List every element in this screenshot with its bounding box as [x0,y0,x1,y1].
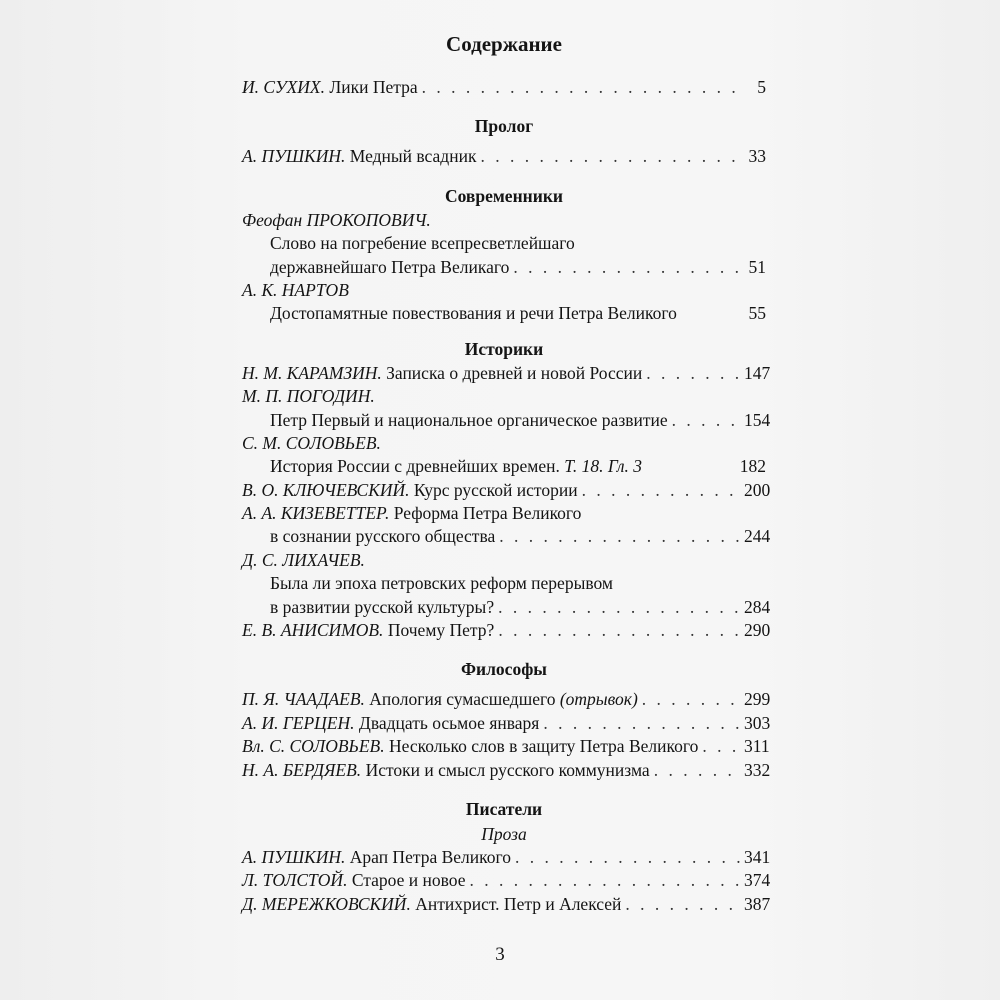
toc-entry-merezhkovsky [242,893,771,916]
entry-page: 284 [744,596,771,617]
entry-title: Почему Петр? [387,620,495,641]
toc-author-soloviev [242,432,766,455]
entry-title: Курс русской истории [413,479,578,500]
entry-author: Н. М. КАРАМЗИН. [242,362,382,383]
toc-entry-pushkin-arap [242,846,771,869]
entry-author: А. К. НАРТОВ [242,279,349,300]
entry-page: 311 [744,736,770,757]
dot-leader [672,409,740,432]
section-heading-prolog: Пролог [474,116,534,137]
entry-page: 341 [744,846,771,867]
toc-author-pogodin [242,385,766,408]
entry-page: 332 [744,759,771,780]
entry-page: 182 [739,456,766,477]
entry-title-volume: Т. 18. Гл. 3 [564,456,643,477]
entry-title: в развитии русской культуры? [270,596,495,617]
dot-leader [582,479,740,502]
dot-leader [515,846,740,869]
entry-author: П. Я. ЧААДАЕВ. [242,689,365,710]
entry-page: 55 [748,303,766,324]
entry-author: И. СУХИХ. [242,77,325,97]
toc-entry-nartov [242,302,766,325]
entry-author: Д. МЕРЕЖКОВСКИЙ. [242,893,411,914]
entry-title: Антихрист. Петр и Алексей [415,893,622,914]
entry-author: А. ПУШКИН. [242,146,346,167]
dot-leader [498,619,740,642]
entry-page: 147 [744,362,771,383]
entry-page: 244 [744,526,771,547]
entry-author: В. О. КЛЮЧЕВСКИЙ. [242,479,410,500]
toc-entry-pogodin [242,409,771,432]
section-heading-philosophers: Философы [461,659,547,680]
entry-title: Истоки и смысл русского коммунизма [365,759,650,780]
entry-author: Феофан ПРОКОПОВИЧ. [242,209,431,230]
toc-entry-kizevetter-line2 [242,525,771,548]
entry-author: А. А. КИЗЕВЕТТЕР. [242,503,390,524]
toc-entry-herzen [242,712,771,735]
page-title: Содержание [446,32,562,56]
toc-entry-soloviev [242,455,766,478]
entry-title: Реформа Петра Великого [393,503,582,524]
entry-page: 290 [744,620,771,641]
dot-leader [642,688,740,711]
toc-entry-prokopovich-line1 [242,232,766,255]
page-number: 3 [495,944,505,965]
toc-entry-karamzin [242,362,771,385]
entry-title: Медный всадник [349,146,477,167]
entry-title: Достопамятные повествования и речи Петра Великого [270,303,677,324]
entry-author: Н. А. БЕРДЯЕВ. [242,759,362,780]
entry-title-note: (отрывок) [559,689,638,710]
entry-title: Лики Петра [329,77,418,97]
entry-author: А. И. ГЕРЦЕН. [242,712,355,733]
entry-author: Д. С. ЛИХАЧЕВ. [242,549,365,570]
entry-author: Вл. С. СОЛОВЬЕВ. [242,736,385,757]
toc-entry-tolstoy [242,869,771,892]
toc-entry-likhachev-line2 [242,596,771,619]
entry-page: 387 [744,893,771,914]
entry-title: в сознании русского общества [270,526,496,547]
entry-title: Старое и новое [351,870,466,891]
toc-entry-berdyaev [242,759,771,782]
dot-leader [543,712,740,735]
entry-title: История России с древнейших времен. [270,456,560,477]
entry-title: Была ли эпоха петровских реформ перерывом [270,573,613,594]
dot-leader [513,256,740,279]
dot-leader [498,596,740,619]
entry-author: Л. ТОЛСТОЙ. [242,870,348,891]
entry-author: М. П. ПОГОДИН. [242,386,375,407]
entry-title: Арап Петра Великого [349,846,511,867]
toc-entry-anisimov [242,619,771,642]
entry-page: 200 [744,479,771,500]
entry-title: Двадцать осьмое января [358,712,540,733]
dot-leader [625,893,740,916]
entry-author: Е. В. АНИСИМОВ. [242,620,384,641]
entry-page: 299 [744,689,771,710]
entry-title: Петр Первый и национальное органическое развитие [270,409,668,430]
dot-leader [646,362,740,385]
entry-page: 51 [748,256,766,277]
section-heading-writers: Писатели [465,798,543,819]
toc-entry-likhachev-line1 [242,572,766,595]
subsection-heading-prose: Проза [481,823,527,844]
table-of-contents [242,30,771,916]
section-heading-historians: Историки [464,338,544,359]
toc-entry-chaadaev [242,688,771,711]
toc-entry-prokopovich-line2 [242,256,766,279]
dot-leader [422,76,740,99]
entry-title: Апология сумасшедшего [369,689,556,710]
toc-entry-vl-soloviev [242,735,770,758]
toc-entry-sukhikh [242,76,766,99]
toc-author-likhachev [242,549,766,572]
entry-author: С. М. СОЛОВЬЕВ. [242,432,381,453]
toc-entry-pushkin-bronze-horseman [242,145,766,168]
toc-entry-klyuchevsky [242,479,771,502]
dot-leader [654,759,740,782]
entry-title: Несколько слов в защиту Петра Великого [389,736,699,757]
entry-title: Записка о древней и новой России [386,362,643,383]
dot-leader [480,145,740,168]
entry-page: 303 [744,712,771,733]
entry-title: Слово на погребение всепресветлейшаго [270,233,575,254]
entry-page: 374 [744,870,771,891]
entry-author: А. ПУШКИН. [242,846,346,867]
section-heading-contemporaries: Современники [444,185,563,206]
entry-page: 33 [748,146,766,167]
entry-page: 154 [744,409,771,430]
entry-title: державнейшаго Петра Великаго [270,256,510,277]
dot-leader [702,735,740,758]
toc-author-nartov [242,279,766,302]
toc-entry-kizevetter-line1 [242,502,766,525]
entry-page: 5 [757,77,766,97]
dot-leader [499,525,740,548]
toc-author-prokopovich [242,209,766,232]
dot-leader [469,869,740,892]
